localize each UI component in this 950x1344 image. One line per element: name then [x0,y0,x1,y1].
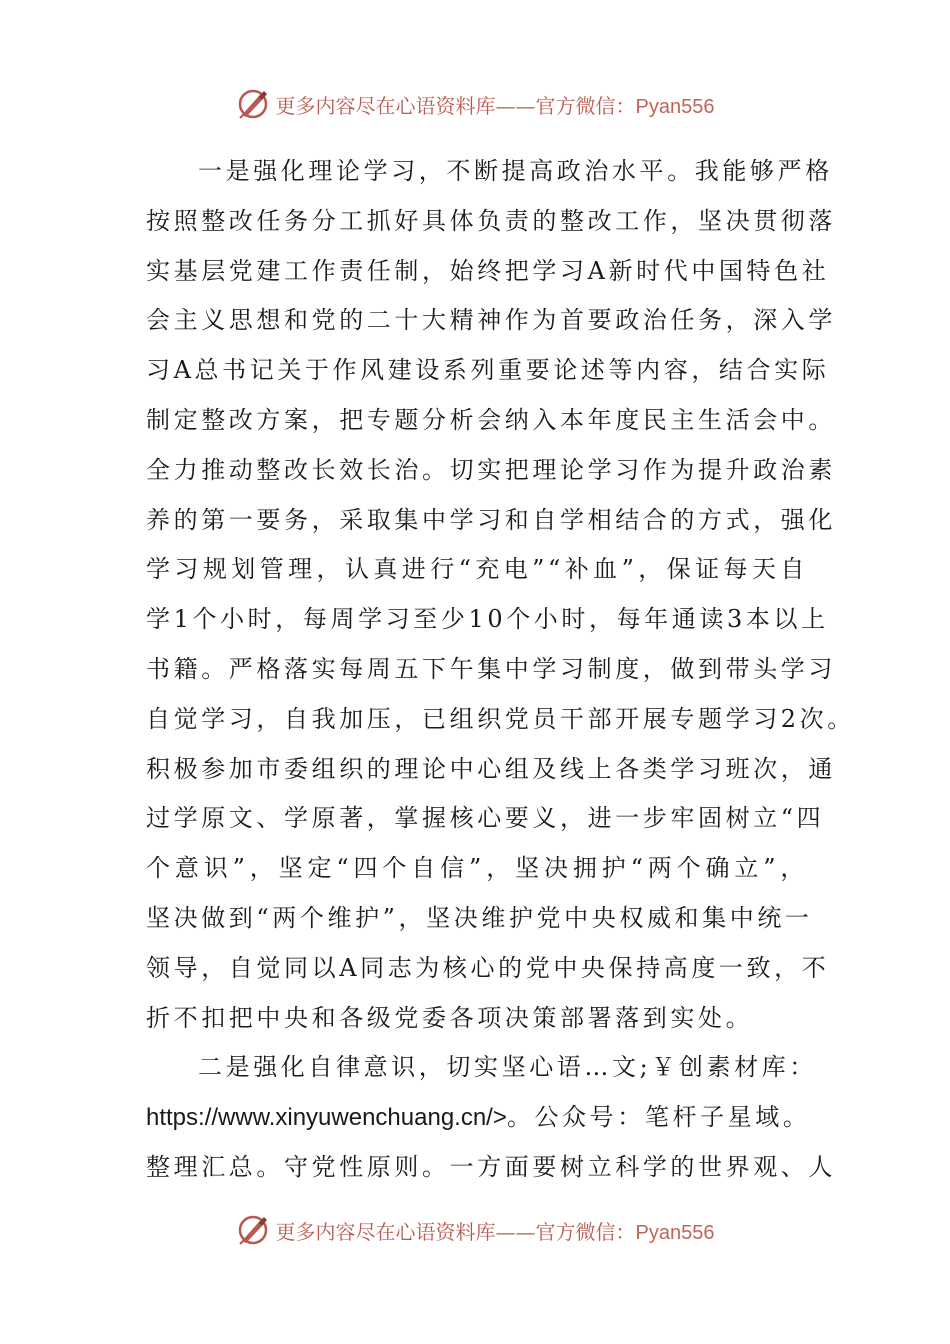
body-line: 个意识”，坚定“四个自信”，坚决拥护“两个确立”， [146,854,808,883]
header-banner-text: 更多内容尽在心语资料库 [275,93,496,118]
header-wechat-id: Pyan556 [635,95,715,118]
url-suffix-text: 。公众号：笔杆子星域。 [506,1103,811,1132]
body-line: 坚决做到“两个维护”，坚决维护党中央权威和集中统一 [146,903,813,932]
body-line: 全力推动整改长效长治。切实把理论学习作为提升政治素 [146,455,836,484]
footer-banner-dash: —— [495,1219,536,1244]
footer-banner-text: 更多内容尽在心语资料库 [275,1219,496,1244]
footer-wechat-label: 官方微信： [535,1219,636,1244]
body-line: 折不扣把中央和各级党委各项决策部署落到实处。 [146,1003,754,1032]
footer-banner [0,1210,950,1250]
body-line: 按照整改任务分工抓好具体负责的整改工作，坚决贯彻落 [146,206,836,235]
body-line: 二是强化自律意识，切实坚心语…文;￥创素材库： [198,1053,817,1082]
header-wechat-label: 官方微信： [535,93,636,118]
pen-logo-icon [236,1213,270,1247]
body-line: 领导，自觉同以A同志为核心的党中央保持高度一致，不 [146,953,830,982]
body-line-url [146,1093,811,1143]
body-line: 整理汇总。守党性原则。一方面要树立科学的世界观、人 [146,1152,836,1181]
footer-wechat-id: Pyan556 [635,1221,715,1244]
body-line: 会主义思想和党的二十大精神作为首要政治任务，深入学 [146,306,836,335]
body-line: 制定整改方案，把专题分析会纳入本年度民主生活会中。 [146,405,836,434]
body-line: 养的第一要务，采取集中学习和自学相结合的方式，强化 [146,505,836,534]
header-banner [0,84,950,124]
body-line: 书籍。严格落实每周五下午集中学习制度，做到带头学习 [146,654,836,683]
body-line: 学1个小时，每周学习至少10个小时，每年通读3本以上 [146,605,829,634]
body-line: 一是强化理论学习，不断提高政治水平。我能够严格 [198,157,833,185]
header-banner-dash: —— [495,93,536,118]
body-line: 习A总书记关于作风建设系列重要论述等内容，结合实际 [146,356,830,385]
document-body [146,147,855,1193]
body-line: 积极参加市委组织的理论中心组及线上各类学习班次，通 [146,754,836,783]
body-line: 过学原文、学原著，掌握核心要义，进一步牢固树立“四 [146,804,825,833]
body-line: 实基层党建工作责任制，始终把学习A新时代中国特色社 [146,256,830,285]
pen-logo-icon [236,87,270,121]
body-line: 学习规划管理，认真进行“充电”“补血”，保证每天自 [146,555,808,584]
url-text: https://www.xinyuwenchuang.cn/> [146,1104,507,1132]
body-line: 自觉学习，自我加压，已组织党员干部开展专题学习2次。 [146,704,855,733]
